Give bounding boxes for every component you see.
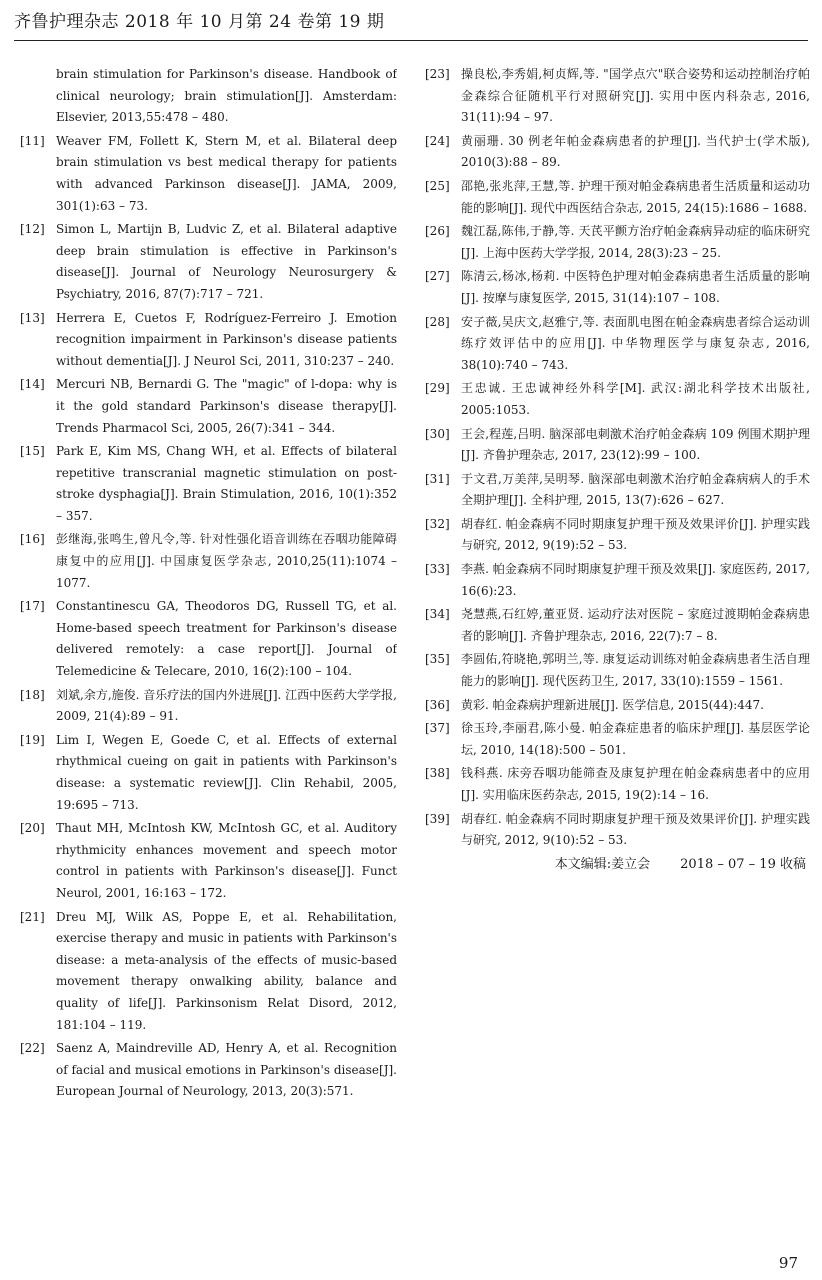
reference-number: [18]: [20, 687, 45, 702]
reference-item: [425, 312, 810, 377]
reference-item: [425, 378, 810, 421]
reference-number: [22]: [20, 1041, 45, 1056]
reference-item: [425, 514, 810, 557]
reference-number: [31]: [425, 471, 450, 486]
reference-item: [20, 529, 397, 594]
reference-number: [29]: [425, 381, 450, 396]
reference-item: [425, 131, 810, 174]
reference-number: [37]: [425, 721, 450, 736]
reference-text: 彭继海,张鸣生,曾凡令,等. 针对性强化语音训练在吞咽功能障碍康复中的应用[J]. 中国康复医学杂志, 2010,25(11):1074 – 1077.: [56, 532, 397, 590]
reference-text: 邵艳,张兆萍,王慧,等. 护理干预对帕金森病患者生活质量和运动功能的影响[J]. 现代中西医结合杂志, 2015, 24(15):1686 – 1688.: [461, 178, 810, 215]
reference-text: 钱科燕. 床旁吞咽功能筛查及康复护理在帕金森病患者中的应用[J]. 实用临床医药杂志, 2015, 19(2):14 – 16.: [461, 766, 810, 802]
reference-text: Herrera E, Cuetos F, Rodríguez-Ferreiro J. Emotion recognition impairment in Parkinson's disease patients without dementia[J]. J Neurol Sci, 2011, 310:237 – 240.: [56, 310, 397, 368]
reference-text: Mercuri NB, Bernardi G. The "magic" of l-dopa: why is it the gold standard Parkinson's disease therapy[J]. Trends Pharmacol Sci, 2005, 26(7):341 – 344.: [56, 377, 397, 435]
reference-item: [425, 469, 810, 512]
reference-number: [20]: [20, 821, 45, 836]
reference-number: [19]: [20, 732, 45, 747]
reference-text: Saenz A, Maindreville AD, Henry A, et al. Recognition of facial and musical emotions in Parkinson's disease[J]. European Journal of Neurology, 2013, 20(3):571.: [56, 1041, 397, 1099]
reference-number: [38]: [425, 766, 450, 781]
reference-item: [425, 424, 810, 467]
reference-item: [20, 685, 397, 728]
reference-text: 尧慧燕,石红婷,董亚贤. 运动疗法对医院 – 家庭过渡期帕金森病患者的影响[J]. 齐鲁护理杂志, 2016, 22(7):7 – 8.: [461, 607, 810, 643]
reference-text: 魏江磊,陈伟,于静,等. 天芪平颤方治疗帕金森病异动症的临床研究[J]. 上海中医药大学学报, 2014, 28(3):23 – 25.: [461, 224, 810, 260]
reference-number: [26]: [425, 224, 450, 239]
journal-header: 齐鲁护理杂志 2018 年 10 月第 24 卷第 19 期: [14, 12, 385, 32]
reference-item: [20, 596, 397, 682]
right-reference-list: [425, 64, 810, 852]
reference-item: [20, 730, 397, 816]
reference-number: [15]: [20, 444, 45, 459]
reference-number: [17]: [20, 599, 45, 614]
reference-text: Simon L, Martijn B, Ludvic Z, et al. Bilateral adaptive deep brain stimulation is effective in Parkinson's disease[J]. Journal of Neurology Neurosurgery & Psychiatry, 2016, 87(7):717 – 721.: [56, 222, 397, 301]
reference-item: [425, 695, 810, 717]
reference-text: 徐玉玲,李丽君,陈小曼. 帕金森症患者的临床护理[J]. 基层医学论坛, 2010, 14(18):500 – 501.: [461, 721, 810, 757]
editor-label: 本文编辑:姜立会: [554, 856, 651, 872]
reference-text: 胡春红. 帕金森病不同时期康复护理干预及效果评价[J]. 护理实践与研究, 2012, 9(19):52 – 53.: [461, 516, 810, 553]
page-number: 97: [778, 1254, 798, 1272]
reference-text: 王会,程莲,吕明. 脑深部电刺激术治疗帕金森病 109 例围术期护理[J]. 齐鲁护理杂志, 2017, 23(12):99 – 100.: [461, 426, 810, 463]
reference-text: 操良松,李秀娟,柯贞辉,等. "国学点穴"联合姿势和运动控制治疗帕金森综合征随机平行对照研究[J]. 实用中医内科杂志, 2016, 31(11):94 – 97.: [461, 67, 810, 125]
reference-text: 胡春红. 帕金森病不同时期康复护理干预及效果评价[J]. 护理实践与研究, 2012, 9(10):52 – 53.: [461, 811, 810, 848]
reference-text: Park E, Kim MS, Chang WH, et al. Effects of bilateral repetitive transcranial magnetic stimulation on post-stroke dysphagia[J]. Brain Stimulation, 2016, 10(1):352 – 357.: [56, 444, 397, 523]
reference-item: [425, 221, 810, 264]
header-divider: [14, 40, 808, 41]
reference-item: [425, 266, 810, 309]
reference-number: [33]: [425, 562, 450, 577]
reference-number: [14]: [20, 377, 45, 392]
reference-item: [425, 176, 810, 219]
reference-item: [20, 374, 397, 439]
reference-item: [425, 763, 810, 806]
reference-text: 安子薇,吴庆文,赵雅宁,等. 表面肌电图在帕金森病患者综合运动训练疗效评估中的应用[J]. 中华物理医学与康复杂志, 2016, 38(10):740 – 743.: [461, 314, 810, 372]
reference-number: [23]: [425, 67, 450, 81]
received-date: 2018 – 07 – 19 收稿: [680, 856, 806, 872]
editor-line: [425, 854, 810, 876]
reference-text: Lim I, Wegen E, Goede C, et al. Effects of external rhythmical cueing on gait in patients with Parkinson's disease: a systematic review[J]. Clin Rehabil, 2005, 19:695 – 713.: [56, 732, 397, 812]
reference-number: [12]: [20, 222, 45, 237]
reference-number: [28]: [425, 314, 450, 329]
reference-text: 黄丽珊. 30 例老年帕金森病患者的护理[J]. 当代护士(学术版), 2010(3):88 – 89.: [461, 133, 810, 170]
reference-item: [425, 649, 810, 692]
reference-item: [20, 907, 397, 1037]
reference-item: [20, 308, 397, 373]
right-column: [425, 64, 810, 1240]
reference-item: [20, 219, 397, 305]
reference-number: [30]: [425, 426, 450, 441]
reference-item: [20, 1038, 397, 1103]
reference-text: 李圆佑,符晓艳,郭明兰,等. 康复运动训练对帕金森病患者生活自理能力的影响[J]. 现代医药卫生, 2017, 33(10):1559 – 1561.: [461, 652, 810, 689]
reference-number: [27]: [425, 269, 450, 284]
reference-item: [425, 64, 810, 129]
reference-text: 陈清云,杨冰,杨莉. 中医特色护理对帕金森病患者生活质量的影响[J]. 按摩与康复医学, 2015, 31(14):107 – 108.: [461, 269, 810, 305]
reference-item: [20, 818, 397, 904]
reference-number: [32]: [425, 516, 450, 531]
reference-number: [34]: [425, 607, 450, 622]
reference-text: Constantinescu GA, Theodoros DG, Russell TG, et al. Home-based speech treatment for Parkinson's disease delivered remotely: a case report[J]. Journal of Telemedicine & Telecare, 2010, 16(2):100 – 104.: [56, 599, 397, 679]
reference-text: 李燕. 帕金森病不同时期康复护理干预及效果[J]. 家庭医药, 2017, 16(6):23.: [461, 562, 810, 598]
reference-item: [425, 604, 810, 647]
reference-item: [20, 441, 397, 527]
reference-number: [35]: [425, 652, 450, 667]
reference-text: 王忠诚. 王忠诚神经外科学[M]. 武汉:湖北科学技术出版社, 2005:1053.: [461, 381, 810, 417]
reference-item: [20, 131, 397, 217]
left-column: [20, 64, 397, 1240]
left-reference-list: [20, 131, 397, 1103]
reference-number: [16]: [20, 532, 45, 547]
reference-number: [13]: [20, 310, 45, 325]
reference-text: 黄彩. 帕金森病护理新进展[J]. 医学信息, 2015(44):447.: [461, 697, 764, 712]
reference-text: 于文君,万美萍,吴明琴. 脑深部电刺激术治疗帕金森病病人的手术全期护理[J]. 全科护理, 2015, 13(7):626 – 627.: [461, 471, 810, 508]
reference-continuation: brain stimulation for Parkinson's disease. Handbook of clinical neurology; brain stimulation[J]. Amsterdam: Elsevier, 2013,55:478 – 480.: [56, 67, 397, 125]
reference-number: [24]: [425, 133, 450, 148]
reference-number: [21]: [20, 909, 45, 924]
reference-item: [425, 718, 810, 761]
reference-text: Weaver FM, Follett K, Stern M, et al. Bilateral deep brain stimulation vs best medical therapy for patients with advanced Parkinson disease[J]. JAMA, 2009, 301(1):63 – 73.: [56, 133, 397, 213]
reference-number: [25]: [425, 178, 450, 193]
reference-text: Thaut MH, McIntosh KW, McIntosh GC, et al. Auditory rhythmicity enhances movement and speech motor control in patients with Parkinson's disease[J]. Funct Neurol, 2001, 16:163 – 172.: [56, 821, 397, 900]
reference-item: [425, 809, 810, 852]
reference-number: [39]: [425, 811, 450, 826]
reference-number: [36]: [425, 697, 450, 712]
reference-number: [11]: [20, 133, 45, 148]
reference-item: [425, 559, 810, 602]
reference-text: Dreu MJ, Wilk AS, Poppe E, et al. Rehabilitation, exercise therapy and music in patients with Parkinson's disease: a meta-analysis of the effects of music-based movement therapy onwalking ability, balance and quality of life[J]. Parkinsonism Relat Disord, 2012, 181:104 – 119.: [56, 909, 397, 1032]
reference-text: 刘斌,余方,施俊. 音乐疗法的国内外进展[J]. 江西中医药大学学报, 2009, 21(4):89 – 91.: [56, 687, 397, 724]
